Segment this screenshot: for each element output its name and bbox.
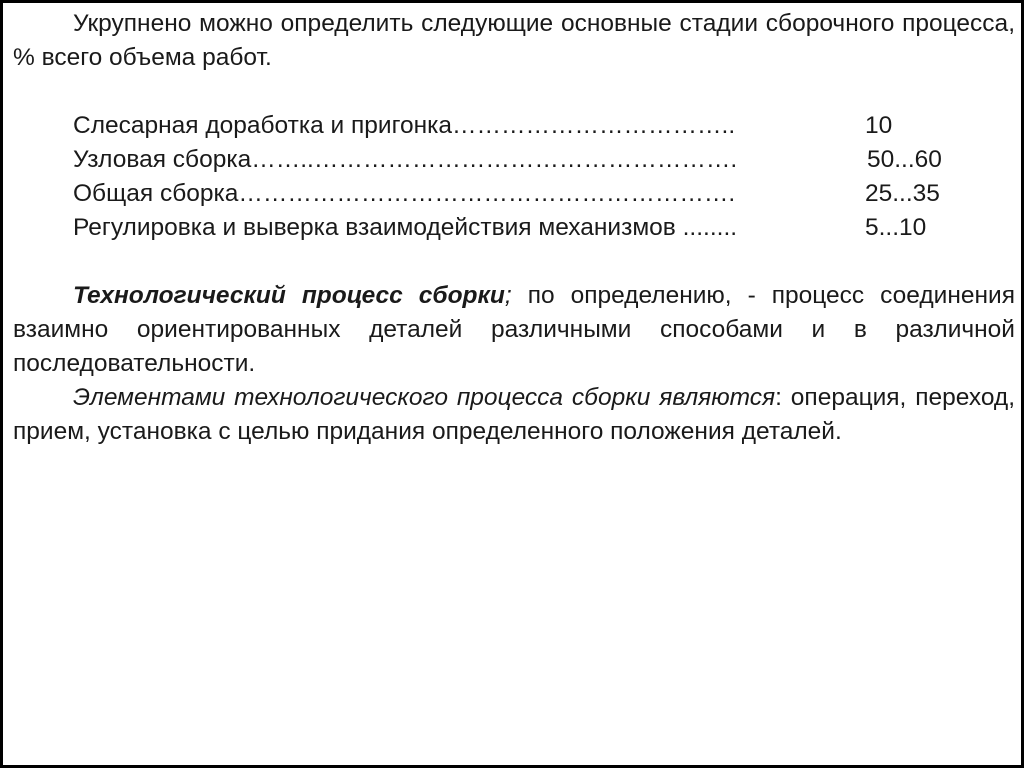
stage-label: Узловая сборка……..……………………………………………. [73, 146, 738, 173]
slide-content [13, 7, 1015, 449]
stage-list [13, 109, 1015, 245]
elements-text: операция, переход, прием, установка с целью придания определенного положения деталей. [13, 384, 1016, 445]
spacer [13, 75, 1015, 109]
elements-separator: : [775, 384, 782, 411]
stage-value: 5...10 [865, 214, 927, 241]
stage-label: Общая сборка……………………………………………………. [73, 180, 736, 207]
definition-term: Технологический процесс сборки [73, 282, 505, 309]
intro-paragraph: Укрупнено можно определить следующие основные стадии сборочного процесса, % всего объема работ. [13, 10, 1015, 71]
stage-value: 25...35 [865, 180, 940, 207]
stage-row [13, 177, 1015, 211]
stage-label: Регулировка и выверка взаимодействия механизмов ........ [73, 214, 738, 241]
definition-separator: ; [504, 282, 512, 309]
stage-value: 50...60 [867, 146, 942, 173]
stage-row [13, 109, 1015, 143]
stage-label: Слесарная доработка и пригонка…………………………….. [73, 112, 736, 139]
elements-paragraph [13, 381, 1015, 449]
elements-term: Элементами технологического процесса сборки являются [73, 384, 776, 411]
stage-row [13, 211, 1015, 245]
stage-row [13, 143, 1015, 177]
definition-paragraph [13, 279, 1015, 381]
stage-value: 10 [865, 112, 893, 139]
definition-text: по определению, - процесс соединения взаимно ориентированных деталей различными способами и в различной последовательности. [13, 282, 1015, 377]
spacer [13, 245, 1015, 279]
